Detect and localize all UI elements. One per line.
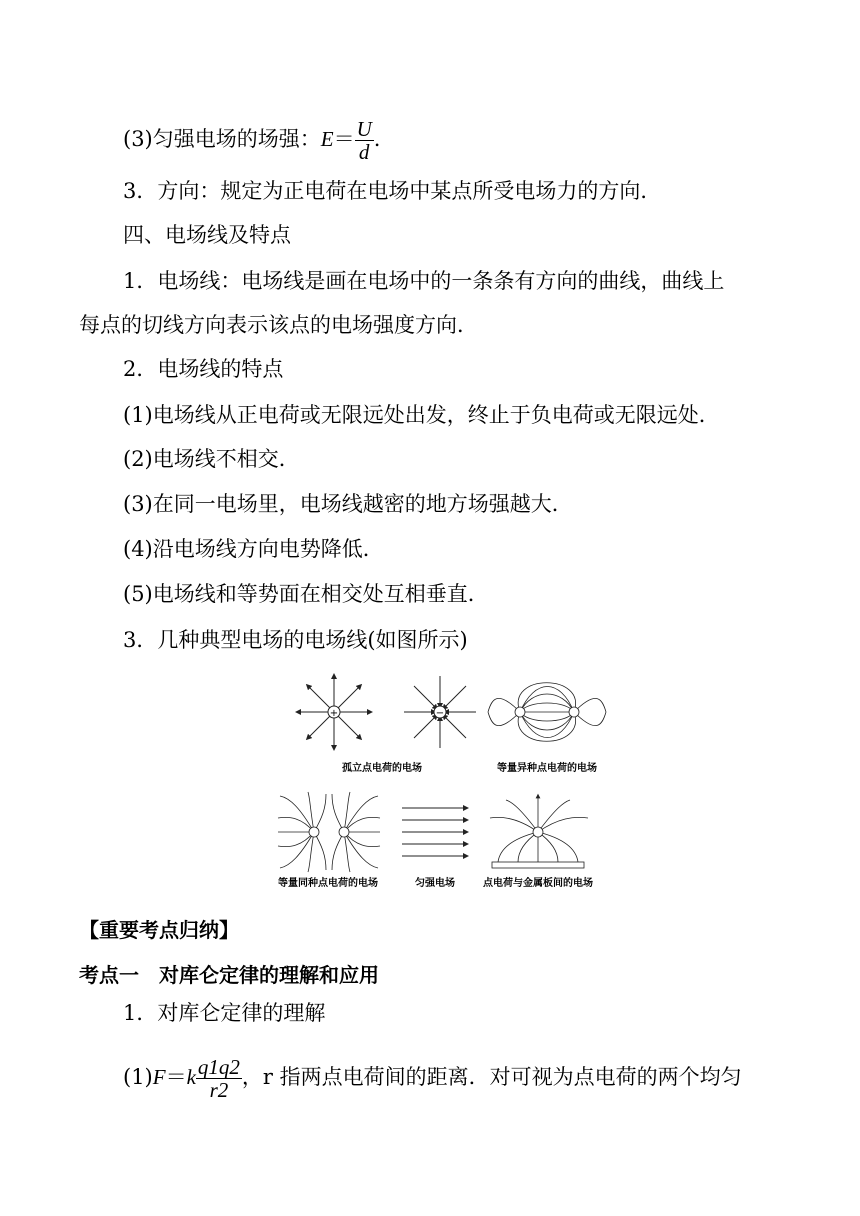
line-feature-3: (3)在同一电场里，电场线越密的地方场强越大．: [123, 492, 573, 516]
line-field-line-def-1: 1．电场线：电场线是画在电场中的一条条有方向的曲线，曲线上: [123, 269, 725, 293]
caption-isolated: 孤立点电荷的电场: [342, 763, 422, 774]
caption-plate: 点电荷与金属板间的电场: [483, 878, 593, 889]
denominator: r2: [209, 1078, 229, 1102]
kaodian-title: 考点一 对库仑定律的理解和应用: [79, 963, 379, 987]
numerator: U: [356, 117, 372, 141]
field-lines-figure: [270, 668, 620, 898]
var-F: F: [152, 1065, 166, 1089]
minus-sign: −: [435, 708, 445, 719]
period: .: [373, 127, 381, 151]
line-feature-5: (5)电场线和等势面在相交处互相垂直．: [123, 582, 489, 606]
fraction-q1q2-r2: [196, 1056, 242, 1101]
line-uniform-field-strength: [123, 118, 380, 163]
line-features-title: 2．电场线的特点: [123, 357, 284, 381]
line-coulomb-formula: [123, 1056, 742, 1101]
text: (3)匀强电场的场强：: [123, 127, 321, 151]
text: (1): [123, 1065, 153, 1089]
opposite-charges-diagram: [488, 683, 606, 742]
text: ，r 指两点电荷间的距离．对可视为点电荷的两个均匀: [241, 1065, 742, 1089]
uniform-field-diagram: [402, 808, 466, 856]
numerator: q1q2: [197, 1055, 240, 1079]
var-k: k: [186, 1065, 196, 1089]
heading-key-points: 【重要考点归纳】: [79, 918, 239, 942]
line-typical-fields: 3．几种典型电场的电场线(如图所示): [123, 628, 468, 652]
equals: ＝: [333, 127, 355, 151]
line-field-line-def-2: 每点的切线方向表示该点的电场强度方向．: [79, 313, 478, 337]
charge-plate-diagram: [490, 796, 588, 868]
line-feature-1: (1)电场线从正电荷或无限远处出发，终止于负电荷或无限远处．: [123, 403, 720, 427]
caption-opposite: 等量异种点电荷的电场: [497, 763, 597, 774]
caption-like: 等量同种点电荷的电场: [278, 878, 378, 889]
line-coulomb-understanding: 1．对库仑定律的理解: [123, 1001, 326, 1025]
caption-uniform: 匀强电场: [415, 878, 455, 889]
plus-sign: +: [329, 708, 339, 719]
section-title-field-lines: 四、电场线及特点: [123, 223, 291, 247]
line-direction: 3．方向：规定为正电荷在电场中某点所受电场力的方向．: [123, 179, 662, 203]
fraction-U-d: [355, 118, 374, 163]
equals: ＝: [165, 1065, 187, 1089]
denominator: d: [358, 140, 370, 164]
line-feature-4: (4)沿电场线方向电势降低．: [123, 537, 384, 561]
var-E: E: [320, 127, 334, 151]
line-feature-2: (2)电场线不相交．: [123, 447, 300, 471]
like-charges-diagram: [278, 792, 380, 872]
